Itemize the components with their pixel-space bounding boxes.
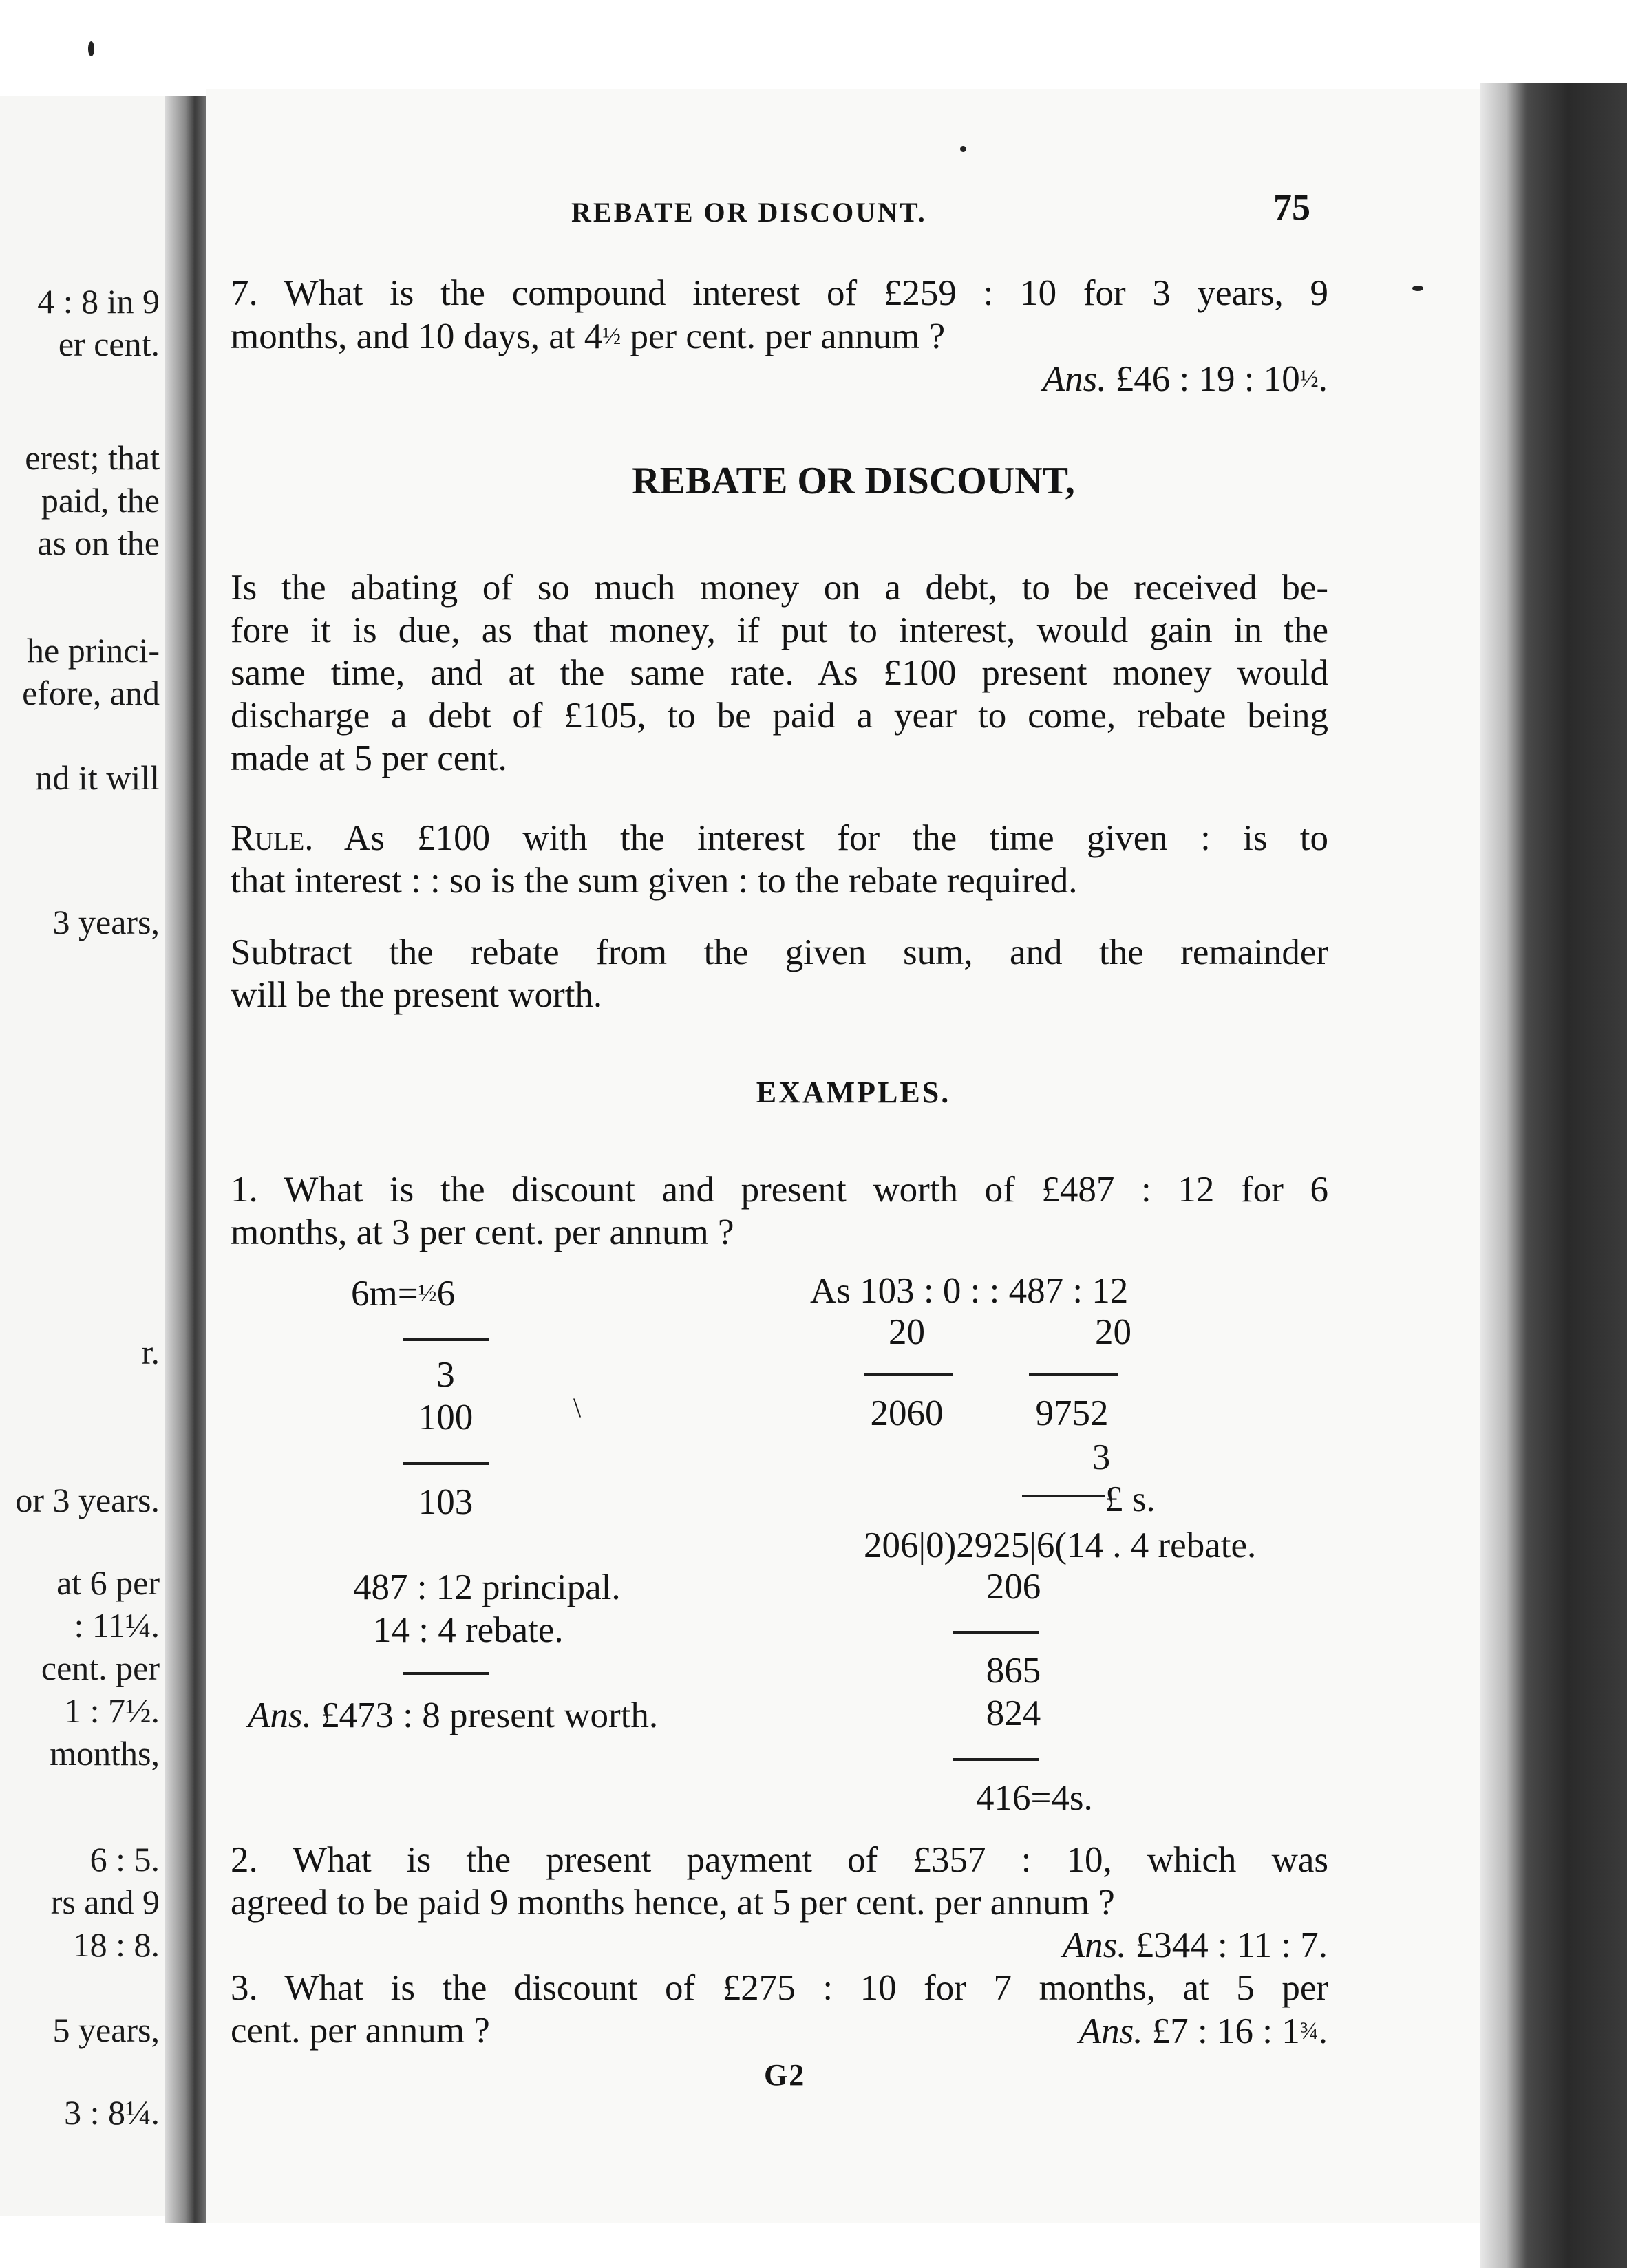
left-fragment-line: 3 years, [52,903,160,941]
rule-line [1022,1495,1105,1497]
example-2-line-2: agreed to be paid 9 months hence, at 5 per cent. per annum ? [231,1883,1115,1923]
definition-line: made at 5 per cent. [231,738,507,778]
example-1-question-line-2: months, at 3 per cent. per annum ? [231,1212,734,1252]
rule-line [953,1631,1039,1634]
example-2-answer: Ans. £344 : 11 : 7. [1062,1925,1328,1965]
division-remainder: 416=4s. [976,1778,1093,1818]
left-fragment-line: 5 years, [52,2011,160,2049]
example-3-line-2: cent. per annum ? [231,2011,490,2051]
left-page-fragment [0,96,180,2216]
ink-speck [1412,286,1423,291]
example-1-question-line-1: 1. What is the discount and present worth of £487 : 12 for 6 [231,1170,1328,1210]
definition-line: same time, and at the same rate. As £100 present money would [231,653,1328,693]
example-3-answer: Ans. £7 : 16 : 1¾. [1078,2011,1328,2051]
product-b: 9752 [1035,1393,1109,1433]
rule-line [403,1672,489,1675]
left-fragment-line: er cent. [58,325,160,363]
subtract-line-2: will be the present worth. [231,975,603,1015]
definition-line: fore it is due, as that money, if put to interest, would gain in the [231,610,1328,650]
example-1-answer: Ans. £473 : 8 present worth. [248,1695,659,1735]
rule-line [1029,1373,1118,1376]
division-step-1: 206 [986,1567,1041,1607]
work-left-line-1: 6m=½6 [351,1274,456,1314]
left-fragment-line: 18 : 8. [72,1925,160,1964]
left-fragment-line: 4 : 8 in 9 [37,282,160,321]
left-fragment-line: months, [50,1734,160,1773]
left-fragment-line: or 3 years. [15,1481,160,1519]
multiplier-a: 20 [889,1312,925,1352]
example-3-line-1: 3. What is the discount of £275 : 10 for 7 months, at 5 per [231,1968,1328,2008]
left-fragment-line: as on the [37,524,160,562]
ink-speck [88,41,94,56]
proportion-line: As 103 : 0 : : 487 : 12 [810,1271,1129,1311]
left-fragment-line: nd it will [35,758,160,797]
rule-line-1: Rule. As £100 with the interest for the time given : is to [231,818,1328,858]
section-title: REBATE OR DISCOUNT, [632,460,1075,502]
left-fragment-line: erest; that [25,438,160,477]
rule-line-2: that interest : : so is the sum given : to the rebate required. [231,861,1078,901]
left-fragment-line: 6 : 5. [89,1840,160,1879]
stray-mark: \ [573,1392,582,1423]
page-number: 75 [1273,186,1310,228]
work-left-line-2: 3 [436,1355,455,1395]
rule-line [403,1338,489,1341]
problem-7-line-2: months, and 10 days, at 4½ per cent. per annum ? [231,317,946,356]
left-fragment-line: paid, the [41,481,160,520]
rule-line [403,1462,489,1465]
division-step-3: 824 [986,1693,1041,1733]
rebate-line: 14 : 4 rebate. [373,1610,564,1650]
left-fragment-line: cent. per [41,1649,160,1687]
work-left-line-3: 100 [418,1398,474,1437]
problem-7-line-1: 7. What is the compound interest of £259 : 10 for 3 years, 9 [231,273,1328,313]
left-fragment-line: rs and 9 [50,1883,160,1921]
running-title: REBATE OR DISCOUNT. [571,197,927,228]
principal-line: 487 : 12 principal. [353,1568,621,1607]
rule-line [953,1758,1039,1761]
rule-line [864,1373,953,1376]
problem-7-answer: Ans. £46 : 19 : 10½. [1042,359,1328,399]
example-2-line-1: 2. What is the present payment of £357 : 10, which was [231,1840,1328,1880]
left-fragment-line: efore, and [22,674,160,712]
left-fragment-line: r. [141,1333,160,1371]
left-fragment-line: at 6 per [56,1563,160,1602]
ink-speck [960,146,966,152]
product-a: 2060 [870,1393,944,1433]
left-fragment-line: 1 : 7½. [64,1691,160,1730]
long-division-line: 206|0)2925|6(14 . 4 rebate. [864,1526,1257,1565]
left-fragment-line: he princi- [27,631,160,670]
left-fragment-line: : 11¼. [74,1606,160,1645]
division-step-2: 865 [986,1651,1041,1691]
times-three: 3 [1092,1437,1111,1477]
page-edge-shadow [1480,83,1627,2268]
subtract-line-1: Subtract the rebate from the given sum, and the remainder [231,932,1328,972]
multiplier-b: 20 [1095,1312,1131,1352]
left-fragment-line: 3 : 8¼. [64,2093,160,2132]
signature-mark: G2 [764,2058,806,2092]
units-label: £ s. [1105,1479,1156,1519]
examples-heading: EXAMPLES. [756,1076,951,1109]
definition-line: Is the abating of so much money on a debt, to be received be- [231,568,1328,608]
definition-line: discharge a debt of £105, to be paid a year to come, rebate being [231,696,1328,736]
work-left-line-4: 103 [418,1482,474,1522]
